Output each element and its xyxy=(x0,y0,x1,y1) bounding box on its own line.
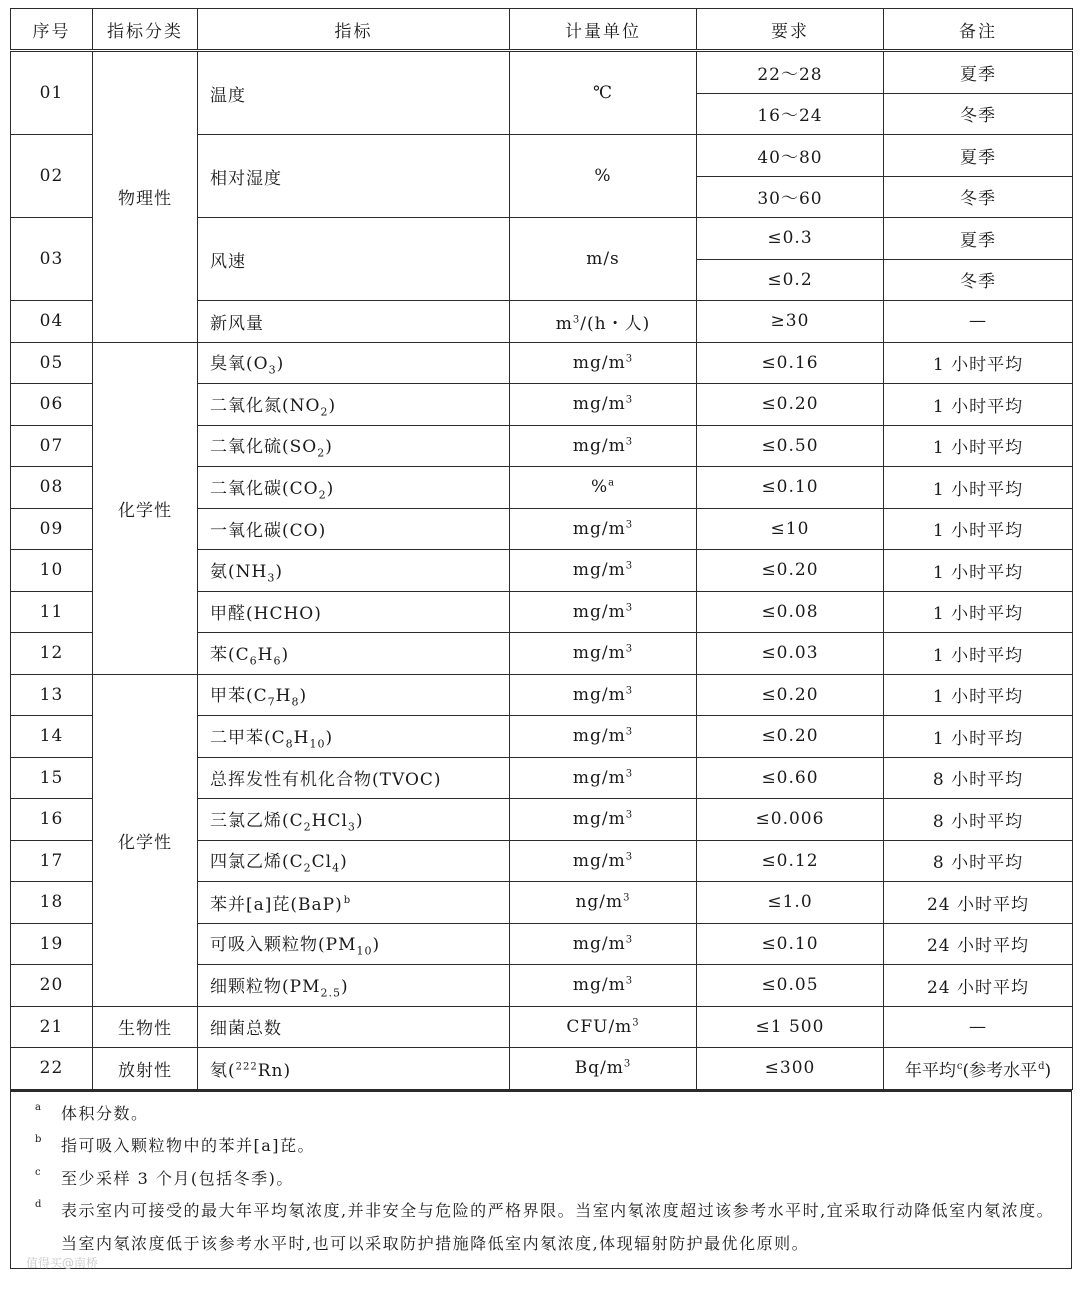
category-cell: 化学性 xyxy=(93,342,198,674)
header-indicator: 指标 xyxy=(198,9,510,51)
remark-cell: 24 小时平均 xyxy=(884,965,1073,1007)
row-no: 14 xyxy=(11,716,93,758)
unit-cell: $Bq/m^3$ xyxy=(510,1048,697,1090)
unit-cell: $mg/m^3$ xyxy=(510,840,697,882)
row-no: 20 xyxy=(11,965,93,1007)
category-cell: 物理性 xyxy=(93,51,198,343)
unit-cell: $mg/m^3$ xyxy=(510,923,697,965)
row-no: 04 xyxy=(11,301,93,343)
remark-cell: 冬季 xyxy=(884,259,1073,301)
requirement-cell: ≤1 500 xyxy=(697,1006,884,1048)
row-no: 03 xyxy=(11,218,93,301)
requirement-cell: 40～80 xyxy=(697,135,884,177)
unit-cell: $mg/m^3$ xyxy=(510,425,697,467)
unit-cell: %$^a$ xyxy=(510,467,697,509)
indicator-name: 二氧化氮$(NO_2)$ xyxy=(198,384,510,426)
row-no: 21 xyxy=(11,1006,93,1048)
requirement-cell: ≤0.12 xyxy=(697,840,884,882)
requirement-cell: ≥30 xyxy=(697,301,884,343)
remark-cell: 夏季 xyxy=(884,51,1073,94)
row-no: 15 xyxy=(11,757,93,799)
footnote-marker: b xyxy=(35,1134,43,1145)
requirement-cell: 16～24 xyxy=(697,93,884,135)
remark-cell: 8 小时平均 xyxy=(884,840,1073,882)
indicator-name: 二氧化硫$(SO_2)$ xyxy=(198,425,510,467)
standard-table-frame xyxy=(10,8,1072,1269)
row-no: 06 xyxy=(11,384,93,426)
indicator-name: 一氧化碳(CO) xyxy=(198,508,510,550)
unit-cell: $mg/m^3$ xyxy=(510,633,697,675)
row-no: 19 xyxy=(11,923,93,965)
remark-cell: 8 小时平均 xyxy=(884,757,1073,799)
requirement-cell: ≤0.3 xyxy=(697,218,884,260)
unit-cell: m/s xyxy=(510,218,697,301)
indicator-name: 温度 xyxy=(198,51,510,135)
table-row xyxy=(11,51,1073,94)
indicator-name: 可吸入颗粒物$(PM_{10})$ xyxy=(198,923,510,965)
indicator-name: 细菌总数 xyxy=(198,1006,510,1048)
requirement-cell: ≤10 xyxy=(697,508,884,550)
indicator-name: 氨$(NH_3)$ xyxy=(198,550,510,592)
row-no: 18 xyxy=(11,882,93,924)
row-no: 11 xyxy=(11,591,93,633)
unit-cell: $mg/m^3$ xyxy=(510,757,697,799)
requirement-cell: ≤0.20 xyxy=(697,674,884,716)
indicator-name: 新风量 xyxy=(198,301,510,343)
row-no: 01 xyxy=(11,51,93,135)
row-no: 08 xyxy=(11,467,93,509)
requirement-cell: ≤0.08 xyxy=(697,591,884,633)
table-footnotes xyxy=(10,1090,1072,1270)
requirement-cell: 22～28 xyxy=(697,51,884,94)
requirement-cell: ≤0.16 xyxy=(697,342,884,384)
indicator-name: 相对湿度 xyxy=(198,135,510,218)
header-remark: 备注 xyxy=(884,9,1073,51)
requirement-cell: ≤0.03 xyxy=(697,633,884,675)
unit-cell: $mg/m^3$ xyxy=(510,591,697,633)
remark-cell: 1 小时平均 xyxy=(884,674,1073,716)
requirement-cell: ≤0.10 xyxy=(697,923,884,965)
row-no: 05 xyxy=(11,342,93,384)
indicator-name: 二氧化碳$(CO_2)$ xyxy=(198,467,510,509)
row-no: 17 xyxy=(11,840,93,882)
indicator-name: 甲苯$(C_7H_8)$ xyxy=(198,674,510,716)
remark-cell: 夏季 xyxy=(884,135,1073,177)
remark-cell: 冬季 xyxy=(884,176,1073,218)
requirement-cell: 30～60 xyxy=(697,176,884,218)
remark-cell: 年平均$^c$(参考水平$^d$) xyxy=(884,1048,1073,1090)
requirement-cell: ≤0.20 xyxy=(697,716,884,758)
footnote-marker: a xyxy=(35,1101,43,1113)
remark-cell: 24 小时平均 xyxy=(884,882,1073,924)
requirement-cell: ≤0.05 xyxy=(697,965,884,1007)
footnote-b xyxy=(35,1130,1057,1163)
header-no: 序号 xyxy=(11,9,93,51)
unit-cell: $mg/m^3$ xyxy=(510,965,697,1007)
remark-cell: 1 小时平均 xyxy=(884,467,1073,509)
unit-cell: $mg/m^3$ xyxy=(510,550,697,592)
footnote-a xyxy=(35,1098,1057,1131)
unit-cell: % xyxy=(510,135,697,218)
unit-cell: $mg/m^3$ xyxy=(510,674,697,716)
remark-cell: 夏季 xyxy=(884,218,1073,260)
requirement-cell: ≤300 xyxy=(697,1048,884,1090)
requirement-cell: ≤0.20 xyxy=(697,384,884,426)
requirement-cell: ≤0.2 xyxy=(697,259,884,301)
unit-cell: $mg/m^3$ xyxy=(510,799,697,841)
header-unit: 计量单位 xyxy=(510,9,697,51)
unit-cell: $ng/m^3$ xyxy=(510,882,697,924)
header-category: 指标分类 xyxy=(93,9,198,51)
indicator-name: 四氯乙烯$(C_2Cl_4)$ xyxy=(198,840,510,882)
indicator-name: 臭氧$(O_3)$ xyxy=(198,342,510,384)
table-row xyxy=(11,1048,1073,1090)
remark-cell: 1 小时平均 xyxy=(884,508,1073,550)
unit-cell: $mg/m^3$ xyxy=(510,716,697,758)
remark-cell: 24 小时平均 xyxy=(884,923,1073,965)
indicator-name: 细颗粒物$(PM_{2.5})$ xyxy=(198,965,510,1007)
footnote-c xyxy=(35,1163,1057,1196)
footnote-text: 指可吸入颗粒物中的苯并[a]芘。 xyxy=(61,1136,316,1155)
footnote-text: 体积分数。 xyxy=(61,1103,149,1123)
indicator-name: 二甲苯$(C_8H_{10})$ xyxy=(198,716,510,758)
header-requirement: 要求 xyxy=(697,9,884,51)
footnote-text: 至少采样 3 个月(包括冬季)。 xyxy=(61,1168,294,1188)
row-no: 12 xyxy=(11,633,93,675)
category-cell: 放射性 xyxy=(93,1048,198,1090)
requirement-cell: ≤0.50 xyxy=(697,425,884,467)
remark-cell: 1 小时平均 xyxy=(884,342,1073,384)
remark-cell: 1 小时平均 xyxy=(884,425,1073,467)
unit-cell: CFU/$m^3$ xyxy=(510,1006,697,1048)
category-cell: 生物性 xyxy=(93,1006,198,1048)
footnote-marker: c xyxy=(35,1166,43,1178)
remark-cell: 1 小时平均 xyxy=(884,550,1073,592)
unit-cell: ℃ xyxy=(510,51,697,135)
watermark: 值得买@南桥 xyxy=(26,1256,99,1270)
requirement-cell: ≤1.0 xyxy=(697,882,884,924)
footnote-d xyxy=(35,1195,1057,1260)
table-header-row xyxy=(11,9,1073,51)
indicator-name: 三氯乙烯$(C_2HCl_3)$ xyxy=(198,799,510,841)
remark-cell: 8 小时平均 xyxy=(884,799,1073,841)
unit-cell: $m^3/(h$・人) xyxy=(510,301,697,343)
row-no: 16 xyxy=(11,799,93,841)
requirement-cell: ≤0.60 xyxy=(697,757,884,799)
remark-cell: 1 小时平均 xyxy=(884,384,1073,426)
requirement-cell: ≤0.20 xyxy=(697,550,884,592)
table-row xyxy=(11,674,1073,716)
row-no: 10 xyxy=(11,550,93,592)
remark-cell: — xyxy=(884,1006,1073,1048)
indicator-name: 甲醛(HCHO) xyxy=(198,591,510,633)
requirement-cell: ≤0.10 xyxy=(697,467,884,509)
row-no: 22 xyxy=(11,1048,93,1090)
row-no: 13 xyxy=(11,674,93,716)
indicator-name: 苯并[a]芘(BaP)$^b$ xyxy=(198,882,510,924)
requirement-cell: ≤0.006 xyxy=(697,799,884,841)
remark-cell: 1 小时平均 xyxy=(884,716,1073,758)
remark-cell: 1 小时平均 xyxy=(884,633,1073,675)
footnote-text: 表示室内可接受的最大年平均氡浓度,并非安全与危险的严格界限。当室内氡浓度超过该参考水平时,宜采取行动降低室内氡浓度。当室内氡浓度低于该参考水平时,也可以采取防护措施降低室内氡浓度,体现辐射防护最优化原则。 xyxy=(61,1201,1055,1253)
unit-cell: $mg/m^3$ xyxy=(510,342,697,384)
category-cell: 化学性 xyxy=(93,674,198,1006)
remark-cell: 冬季 xyxy=(884,93,1073,135)
unit-cell: $mg/m^3$ xyxy=(510,508,697,550)
indicator-name: 苯$(C_6H_6)$ xyxy=(198,633,510,675)
indoor-air-quality-table xyxy=(10,8,1073,1090)
indicator-name: 总挥发性有机化合物(TVOC) xyxy=(198,757,510,799)
unit-cell: $mg/m^3$ xyxy=(510,384,697,426)
indicator-name: 风速 xyxy=(198,218,510,301)
footnote-marker: d xyxy=(35,1199,43,1210)
remark-cell: — xyxy=(884,301,1073,343)
remark-cell: 1 小时平均 xyxy=(884,591,1073,633)
row-no: 02 xyxy=(11,135,93,218)
row-no: 09 xyxy=(11,508,93,550)
table-row xyxy=(11,1006,1073,1048)
row-no: 07 xyxy=(11,425,93,467)
table-row xyxy=(11,342,1073,384)
indicator-name: 氡($^{222}$Rn) xyxy=(198,1048,510,1090)
